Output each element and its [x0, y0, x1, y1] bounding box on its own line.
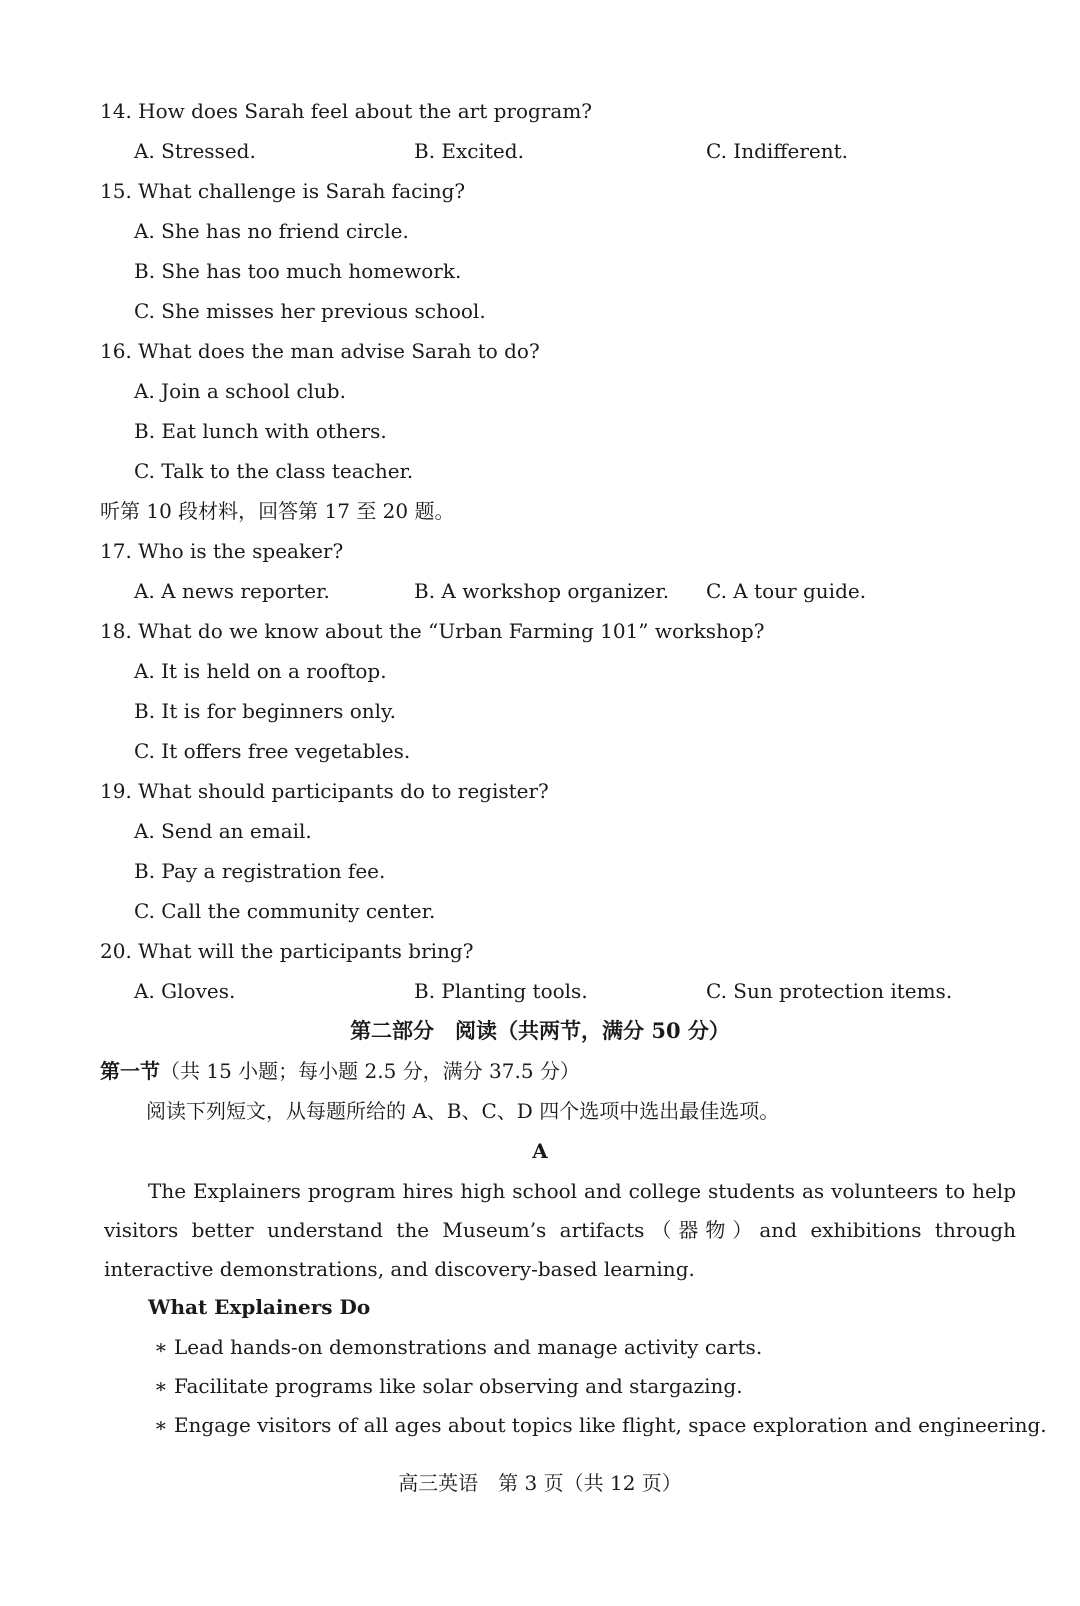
- section-note: （共 15 小题；每小题 2.5 分，满分 37.5 分）: [160, 1059, 580, 1083]
- question-stem: 15. What challenge is Sarah facing?: [100, 179, 466, 203]
- option-b: B. She has too much homework.: [134, 259, 462, 283]
- option-c: C. She misses her previous school.: [134, 299, 486, 323]
- option-b: B. A workshop organizer.: [414, 579, 670, 603]
- option-b: B. Planting tools.: [414, 979, 588, 1003]
- option-c: C. Call the community center.: [134, 899, 436, 923]
- section-heading: [100, 1058, 580, 1084]
- page-footer: 高三英语 第 3 页（共 12 页）: [398, 1471, 682, 1495]
- option-a: A. Join a school club.: [134, 379, 346, 403]
- option-c: C. Talk to the class teacher.: [134, 459, 414, 483]
- section-label: 第一节: [100, 1059, 160, 1083]
- option-a: A. It is held on a rooftop.: [134, 659, 387, 683]
- option-c: C. Sun protection items.: [706, 979, 953, 1003]
- passage-subheading: What Explainers Do: [148, 1295, 371, 1319]
- passage-paragraph: The Explainers program hires high school and college students as volunteers to help visitors better understand the Museum’s artifacts（器物）and exhibitions through interactive demonstrations, and discovery-based learning.: [104, 1179, 1016, 1281]
- option-a: A. Gloves.: [134, 979, 236, 1003]
- option-a: A. Send an email.: [134, 819, 312, 843]
- listening-instruction: 听第 10 段材料，回答第 17 至 20 题。: [100, 499, 455, 523]
- question-stem: 16. What does the man advise Sarah to do?: [100, 339, 540, 363]
- passage-letter: A: [532, 1139, 548, 1163]
- bullet-item: ∗ Lead hands-on demonstrations and manage activity carts.: [154, 1335, 763, 1359]
- option-c: C. Indifferent.: [706, 139, 849, 163]
- bullet-item: ∗ Engage visitors of all ages about topics like flight, space exploration and engineering.: [154, 1413, 1047, 1437]
- option-a: A. She has no friend circle.: [134, 219, 409, 243]
- option-a: A. Stressed.: [134, 139, 256, 163]
- option-b: B. Excited.: [414, 139, 524, 163]
- option-b: B. It is for beginners only.: [134, 699, 397, 723]
- reading-instruction: 阅读下列短文，从每题所给的 A、B、C、D 四个选项中选出最佳选项。: [146, 1099, 780, 1123]
- question-stem: 17. Who is the speaker?: [100, 539, 344, 563]
- question-stem: 19. What should participants do to register?: [100, 779, 549, 803]
- bullet-item: ∗ Facilitate programs like solar observing and stargazing.: [154, 1374, 743, 1398]
- option-a: A. A news reporter.: [134, 579, 330, 603]
- option-b: B. Pay a registration fee.: [134, 859, 386, 883]
- question-stem: 14. How does Sarah feel about the art program?: [100, 99, 593, 123]
- option-c: C. It offers free vegetables.: [134, 739, 411, 763]
- part-title: 第二部分 阅读（共两节，满分 50 分）: [350, 1018, 730, 1043]
- question-stem: 20. What will the participants bring?: [100, 939, 474, 963]
- option-b: B. Eat lunch with others.: [134, 419, 387, 443]
- option-c: C. A tour guide.: [706, 579, 867, 603]
- question-stem: 18. What do we know about the “Urban Farming 101” workshop?: [100, 619, 765, 643]
